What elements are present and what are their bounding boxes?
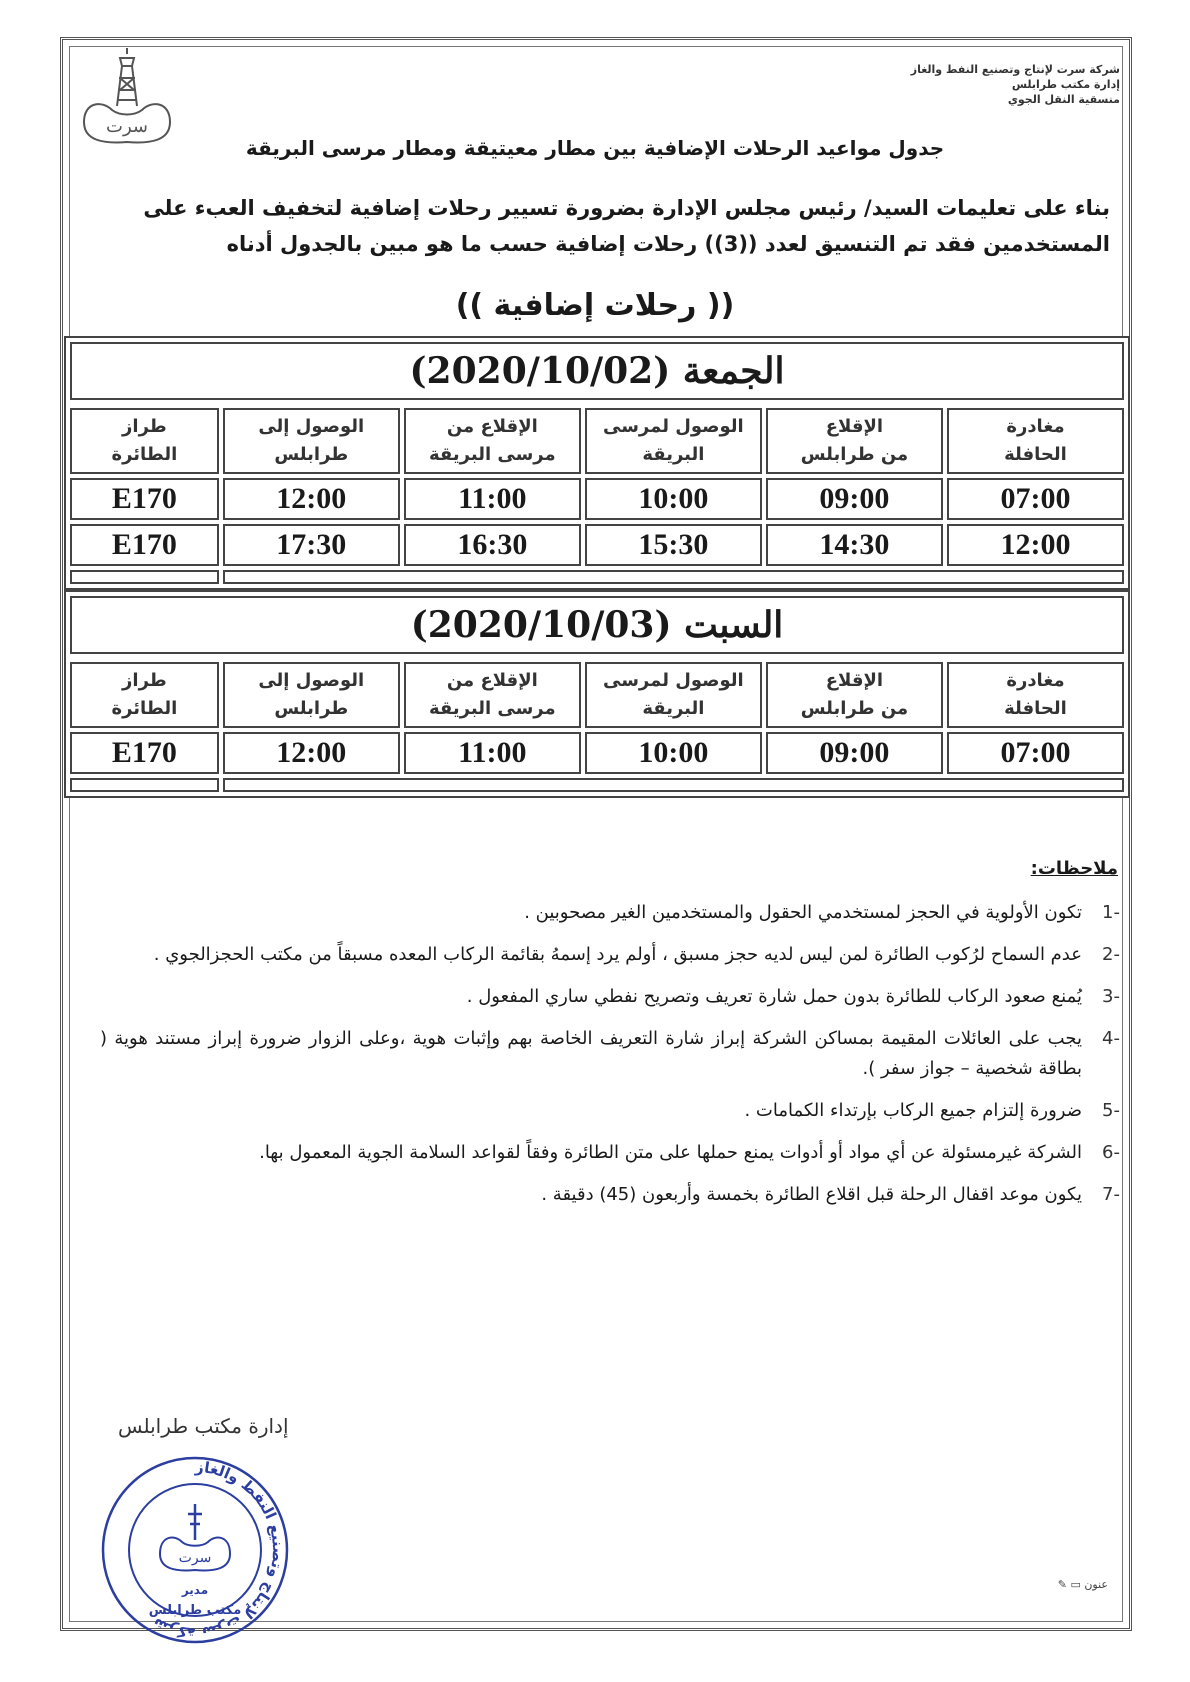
- table-cell: 14:30: [766, 524, 943, 566]
- table-cell: 11:00: [404, 478, 581, 520]
- schedule-heading: السبت (2020/10/03): [70, 596, 1124, 654]
- pen-icon: ✎: [1057, 1578, 1067, 1591]
- list-item: [100, 1180, 1120, 1210]
- col-aircraft-type: طراز الطائرة: [70, 408, 219, 474]
- table-cell: 12:00: [223, 478, 400, 520]
- schedule-saturday: [64, 590, 1130, 798]
- table-cell: 07:00: [947, 478, 1124, 520]
- table-cell: 17:30: [223, 524, 400, 566]
- svg-text:مكتب طرابلس: مكتب طرابلس: [148, 1603, 242, 1618]
- schedule-table: [66, 658, 1128, 796]
- table-cell: 12:00: [223, 732, 400, 774]
- table-cell: 07:00: [947, 732, 1124, 774]
- office-name: إدارة مكتب طرابلس: [1011, 78, 1120, 91]
- table-row: [70, 524, 1124, 566]
- table-cell: 16:30: [404, 524, 581, 566]
- col-takeoff-brega: الإقلاع من مرسى البريقة: [404, 662, 581, 728]
- empty-cell: [223, 778, 1124, 792]
- note-text: يجب على العائلات المقيمة بمساكن الشركة إبراز شارة التعريف الخاصة بهم وإثبات هوية ،وعلى الزوار ضرورة إبراز مستند هوية ( بطاقة شخصية – جواز سفر ).: [100, 1028, 1082, 1079]
- table-header-row: [70, 408, 1124, 474]
- col-arrival-brega: الوصول لمرسى البريقة: [585, 408, 762, 474]
- official-stamp: [90, 1444, 300, 1644]
- col-takeoff-tripoli: الإقلاع من طرابلس: [766, 408, 943, 474]
- table-cell: E170: [70, 524, 219, 566]
- table-cell: 10:00: [585, 732, 762, 774]
- table-cell: 10:00: [585, 478, 762, 520]
- empty-cell: [70, 778, 219, 792]
- empty-cell: [223, 570, 1124, 584]
- col-aircraft-type: طراز الطائرة: [70, 662, 219, 728]
- col-takeoff-brega: الإقلاع من مرسى البريقة: [404, 408, 581, 474]
- col-arrival-tripoli: الوصول إلى طرابلس: [223, 408, 400, 474]
- list-item: [100, 898, 1120, 928]
- department-name: منسقية النقل الجوي: [1007, 93, 1120, 106]
- empty-cell: [70, 570, 219, 584]
- table-cell: 09:00: [766, 732, 943, 774]
- table-cell: E170: [70, 732, 219, 774]
- note-text: يُمنع صعود الركاب للطائرة بدون حمل شارة تعريف وتصريح نفطي ساري المفعول .: [466, 986, 1082, 1007]
- company-info: [911, 62, 1120, 107]
- table-row: [70, 732, 1124, 774]
- note-text: تكون الأولوية في الحجز لمستخدمي الحقول والمستخدمين الغير مصحوبين .: [524, 902, 1082, 923]
- note-number: -2: [1102, 944, 1120, 965]
- svg-text:شركة سرت لإنتاج وتصنيع النفط و: شركة سرت لإنتاج وتصنيع النفط والغاز: [149, 1457, 288, 1643]
- footer-mark-text: عنون: [1084, 1578, 1108, 1591]
- list-item: [100, 982, 1120, 1012]
- col-bus-departure: مغادرة الحافلة: [947, 408, 1124, 474]
- note-text: يكون موعد اقفال الرحلة قبل اقلاع الطائرة بخمسة وأربعون (45) دقيقة .: [541, 1184, 1082, 1205]
- note-number: -5: [1102, 1100, 1120, 1121]
- svg-text:مدير: مدير: [181, 1583, 209, 1597]
- notes-list: [100, 898, 1120, 1222]
- page-frame: [60, 37, 1132, 1631]
- note-text: ضرورة إلتزام جميع الركاب بإرتداء الكمامات .: [744, 1100, 1082, 1121]
- note-number: -1: [1102, 902, 1120, 923]
- list-item: [100, 1024, 1120, 1084]
- page-title: جدول مواعيد الرحلات الإضافية بين مطار معيتيقة ومطار مرسى البريقة: [245, 136, 945, 160]
- col-arrival-brega: الوصول لمرسى البريقة: [585, 662, 762, 728]
- col-arrival-tripoli: الوصول إلى طرابلس: [223, 662, 400, 728]
- table-cell: 12:00: [947, 524, 1124, 566]
- svg-text:سرت: سرت: [106, 116, 148, 137]
- note-number: -6: [1102, 1142, 1120, 1163]
- note-text: الشركة غيرمسئولة عن أي مواد أو أدوات يمنع حملها على متن الطائرة وفقاً لقواعد السلامة الجوية المعمول بها.: [259, 1142, 1082, 1163]
- extra-flights-title: (( رحلات إضافية )): [455, 288, 735, 323]
- intro-line-2: المستخدمين فقد تم التنسيق لعدد ((3)) رحلات إضافية حسب ما هو مبين بالجدول أدناه: [226, 232, 1110, 256]
- schedule-heading: الجمعة (2020/10/02): [70, 342, 1124, 400]
- table-cell: 09:00: [766, 478, 943, 520]
- col-bus-departure: مغادرة الحافلة: [947, 662, 1124, 728]
- intro-line-1: بناء على تعليمات السيد/ رئيس مجلس الإدارة بضرورة تسيير رحلات إضافية لتخفيف العبء على: [143, 196, 1110, 220]
- table-cell: 11:00: [404, 732, 581, 774]
- table-cell: 15:30: [585, 524, 762, 566]
- schedule-table: [66, 404, 1128, 588]
- table-empty-row: [70, 778, 1124, 792]
- svg-text:سرت: سرت: [178, 1550, 212, 1566]
- list-item: [100, 1138, 1120, 1168]
- col-takeoff-tripoli: الإقلاع من طرابلس: [766, 662, 943, 728]
- note-number: -4: [1102, 1028, 1120, 1049]
- table-empty-row: [70, 570, 1124, 584]
- company-name: شركة سرت لإنتاج وتصنيع النفط والغاز: [910, 63, 1120, 76]
- intro-paragraph: [100, 190, 1110, 262]
- table-cell: E170: [70, 478, 219, 520]
- note-number: -3: [1102, 986, 1120, 1007]
- document-icon: ▭: [1070, 1578, 1081, 1591]
- notes-title: ملاحظات:: [1030, 858, 1118, 879]
- note-text: عدم السماح لرُكوب الطائرة لمن ليس لديه حجز مسبق ، أولم يرد إسمهُ بقائمة الركاب المعده مسبقاً من مكتب الحجزالجوي .: [153, 944, 1082, 965]
- schedule-friday: [64, 336, 1130, 590]
- note-number: -7: [1102, 1184, 1120, 1205]
- table-row: [70, 478, 1124, 520]
- footer-mark: [1058, 1578, 1108, 1591]
- list-item: [100, 940, 1120, 970]
- table-header-row: [70, 662, 1124, 728]
- signoff: إدارة مكتب طرابلس: [118, 1414, 289, 1438]
- list-item: [100, 1096, 1120, 1126]
